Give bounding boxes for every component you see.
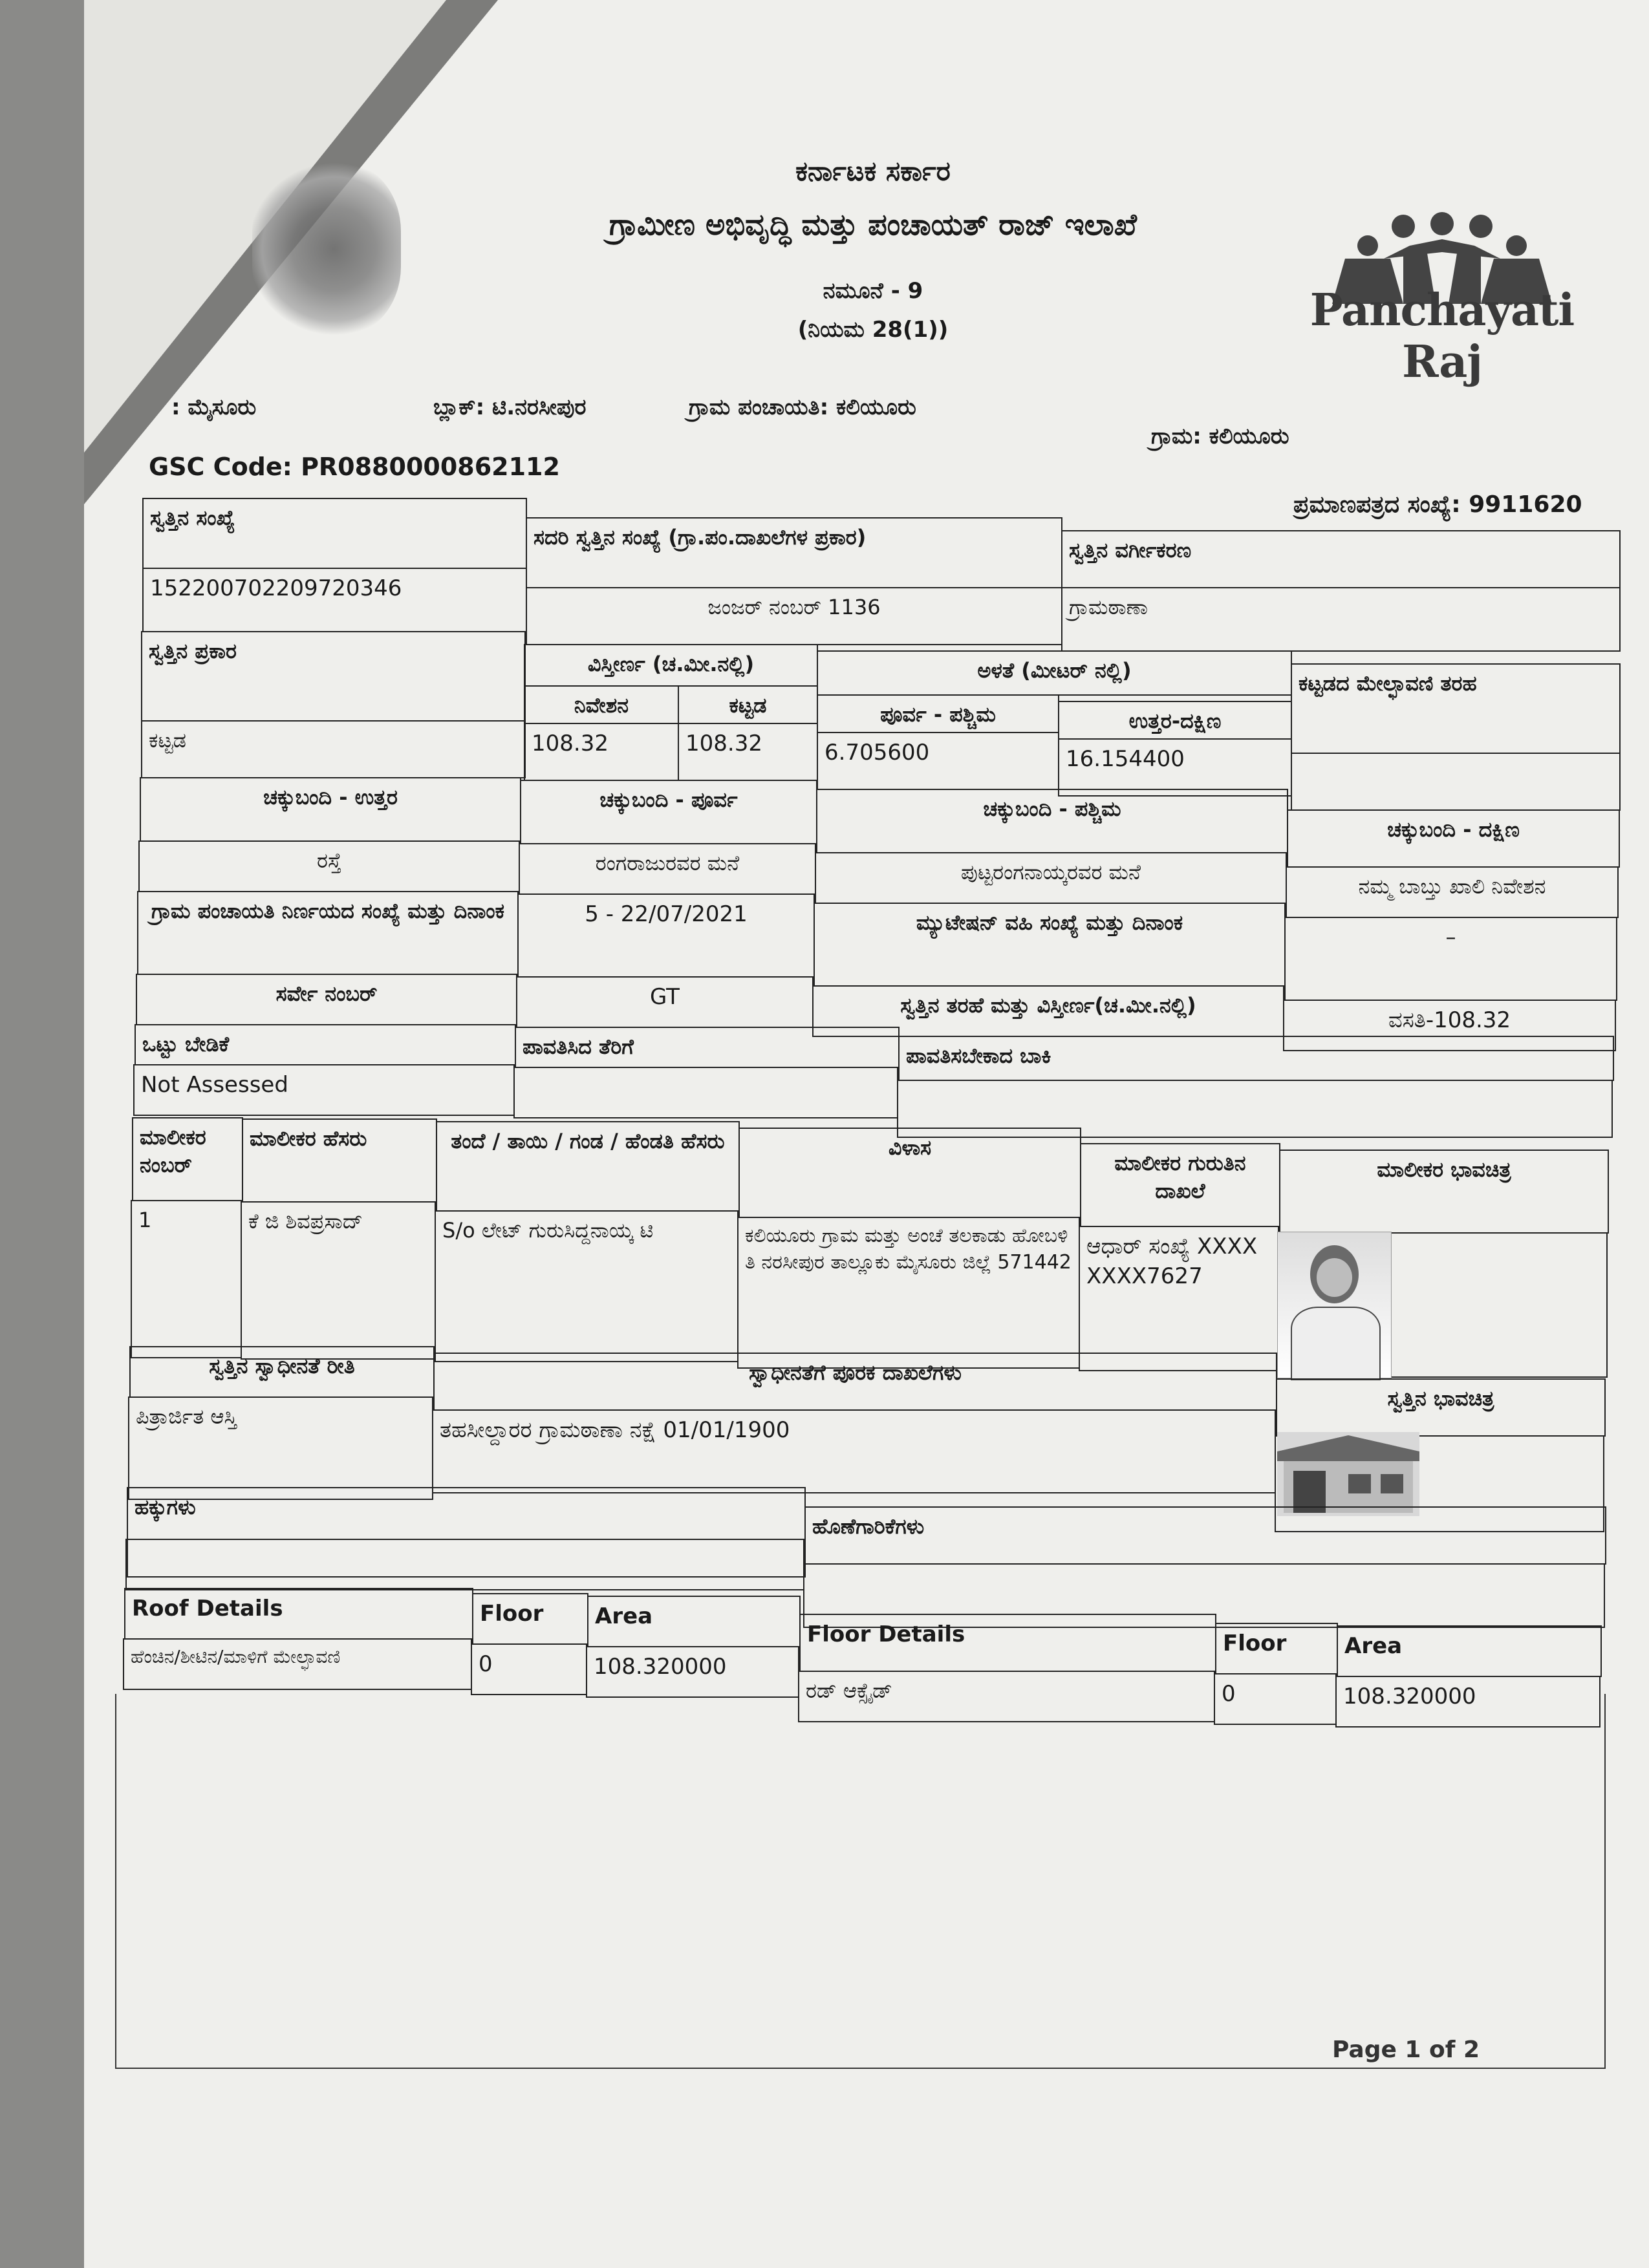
demand-value: Not Assessed [133, 1064, 515, 1116]
west-label: ಚಕ್ಕುಬಂದಿ - ಪಶ್ಚಿಮ [816, 789, 1288, 853]
owner-photo-header: ಮಾಲೀಕರ ಭಾವಚಿತ್ರ [1279, 1150, 1609, 1234]
paid-tax-label: ಪಾವತಿಸಿದ ತೆರಿಗೆ [515, 1027, 900, 1068]
gp-record-value: ಜಂಜರ್ ನಂಬರ್ 1136 [526, 587, 1062, 645]
liabilities-label: ಹೊಣೆಗಾರಿಕೆಗಳು [804, 1506, 1606, 1565]
resolution-label: ಗ್ರಾಮ ಪಂಚಾಯತಿ ನಿರ್ಣಯದ ಸಂಖ್ಯೆ ಮತ್ತು ದಿನಾಂಕ [137, 891, 519, 975]
rights-label: ಹಕ್ಕುಗಳು [127, 1487, 806, 1578]
logo-text: Panchayati Raj [1310, 284, 1575, 388]
property-type-value: ಕಟ್ಟಡ [141, 720, 526, 778]
survey-label: ಸರ್ವೇ ನಂಬರ್ [136, 974, 517, 1025]
west-value: ಪುಟ್ಟರಂಗನಾಯ್ಕರವರ ಮನೆ [815, 852, 1287, 904]
ew-label: ಪೂರ್ವ - ಪಶ್ಚಿಮ [817, 694, 1059, 733]
roof-type-value [1291, 753, 1621, 811]
owner-relation: S/o ಲೇಟ್ ಗುರುಸಿದ್ದನಾಯ್ಕ ಟಿ [435, 1210, 738, 1362]
owner-address: ಕಲಿಯೂರು ಗ್ರಾಮ ಮತ್ತು ಅಂಚೆ ತಲಕಾಡು ಹೋಬಳಿ ತಿ ನರಸೀಪುರ ತಾಲ್ಲೂಕು ಮೈಸೂರು ಜಿಲ್ಲೆ 571442 [737, 1217, 1080, 1369]
ew-value: 6.705600 [817, 732, 1059, 790]
floor-floor-header: Floor [1215, 1623, 1338, 1674]
owner-photo [1277, 1232, 1392, 1378]
form-number: ನಮೂನೆ - 9 [823, 278, 923, 304]
ownership-mode-label: ಸ್ವತ್ತಿನ ಸ್ವಾಧೀನತೆ ರೀತಿ [129, 1346, 435, 1398]
demand-label: ಒಟ್ಟು ಬೇಡಿಕೆ [135, 1024, 516, 1065]
balance-label: ಪಾವತಿಸಬೇಕಾದ ಬಾಕಿ [898, 1036, 1614, 1081]
floor-floor: 0 [1214, 1673, 1337, 1725]
survey-value: GT [516, 976, 814, 1028]
dimension-label: ಅಳತೆ (ಮೀಟರ್ ನಲ್ಲಿ) [817, 650, 1292, 696]
certificate-number: ಪ್ರಮಾಣಪತ್ರದ ಸಂಖ್ಯೆ: 9911620 [1293, 491, 1582, 518]
mutation-label: ಮ್ಯುಟೇಷನ್ ವಹಿ ಸಂಖ್ಯೆ ಮತ್ತು ದಿನಾಂಕ [814, 903, 1286, 987]
owner-number: 1 [131, 1200, 242, 1358]
classification-label: ಸ್ವತ್ತಿನ ವರ್ಗೀಕರಣ [1061, 530, 1621, 588]
dept-title: ಗ್ರಾಮೀಣ ಅಭಿವೃದ್ಧಿ ಮತ್ತು ಪಂಚಾಯತ್ ರಾಜ್ ಇಲಾಖೆ [609, 207, 1137, 242]
ownership-docs-value: ತಹಸೀಲ್ದಾರರ ಗ್ರಾಮಠಾಣಾ ನಕ್ಷೆ 01/01/1900 [432, 1409, 1276, 1493]
owner-id-doc: ಆಧಾರ್ ಸಂಖ್ಯೆ XXXXXXXX7627 [1079, 1226, 1279, 1371]
ownership-mode-value: ಪಿತ್ರಾರ್ಜಿತ ಆಸ್ತಿ [128, 1396, 433, 1500]
classification-value: ಗ್ರಾಮಠಾಣಾ [1061, 587, 1621, 652]
north-label: ಚಕ್ಕುಬಂದಿ - ಉತ್ತರ [140, 777, 521, 842]
site-label: ನಿವೇಶನ [524, 685, 679, 724]
village: ಗ್ರಾಮ: ಕಲಿಯೂರು [1151, 423, 1289, 449]
east-label: ಚಕ್ಕುಬಂದಿ - ಪೂರ್ವ [520, 780, 817, 844]
property-id-value: 152200702209720346 [142, 568, 527, 632]
south-label: ಚಕ್ಕುಬಂದಿ - ದಕ್ಷಿಣ [1287, 809, 1620, 868]
ownership-docs-label: ಸ್ವಾಧೀನತೆಗೆ ಪೂರಕ ದಾಖಲೆಗಳು [433, 1353, 1277, 1411]
page-number: Page 1 of 2 [1332, 2037, 1480, 2063]
rule-number: (ನಿಯಮ 28(1)) [797, 317, 949, 343]
site-area-value: 108.32 [524, 723, 679, 781]
prop-area-label: ಸ್ವತ್ತಿನ ತರಹೆ ಮತ್ತು ವಿಸ್ತೀರ್ಣ(ಚ.ಮೀ.ನಲ್ಲಿ) [812, 985, 1284, 1037]
roof-area-header: Area [587, 1596, 801, 1647]
property-id-label: ಸ್ವತ್ತಿನ ಸಂಖ್ಯೆ [142, 498, 527, 569]
gsc-code: GSC Code: PR0880000862112 [149, 453, 560, 481]
roof-area: 108.320000 [586, 1646, 799, 1698]
property-type-label: ಸ್ವತ್ತಿನ ಪ್ರಕಾರ [141, 631, 526, 722]
rights-value [125, 1539, 804, 1590]
resolution-value: 5 - 22/07/2021 [517, 893, 815, 978]
property-photo [1277, 1432, 1419, 1516]
gram-panchayat: ಗ್ರಾಮ ಪಂಚಾಯತಿ: ಕಲಿಯೂರು [689, 394, 916, 420]
floor-area-header: Area [1337, 1625, 1602, 1677]
ns-label: ಉತ್ತರ-ದಕ್ಷಿಣ [1058, 701, 1292, 740]
roof-type: ಹೆಂಚಿನ/ಶೀಟಿನ/ಮಾಳಿಗೆ ಮೇಲ್ಛಾವಣಿ [123, 1638, 472, 1690]
building-area-value: 108.32 [678, 723, 818, 781]
south-value: ನಮ್ಮ ಬಾಬ್ತು ಖಾಲಿ ನಿವೇಶನ [1286, 866, 1619, 918]
floor-area: 108.320000 [1335, 1676, 1600, 1728]
building-label: ಕಟ್ಟಡ [678, 685, 818, 724]
north-value: ರಸ್ತೆ [138, 840, 520, 892]
paid-tax-value [513, 1067, 898, 1118]
east-value: ರಂಗರಾಜುರವರ ಮನೆ [519, 843, 816, 895]
district: : ಮೈಸೂರು [171, 394, 257, 420]
id-doc-header: ಮಾಲೀಕರ ಗುರುತಿನ ದಾಖಲೆ [1080, 1143, 1280, 1227]
owner-name: ಕೆ ಜಿ ಶಿವಪ್ರಸಾದ್ [241, 1201, 436, 1360]
mutation-value: – [1284, 917, 1617, 1001]
roof-floor-header: Floor [472, 1593, 588, 1645]
relation-header: ತಂದೆ / ತಾಯಿ / ಗಂಡ / ಹೆಂಡತಿ ಹೆಸರು [436, 1121, 740, 1212]
gov-title: ಕರ್ನಾಟಕ ಸರ್ಕಾರ [795, 155, 951, 187]
roof-title: Roof Details [124, 1588, 473, 1640]
prop-area-value: ವಸತಿ-108.32 [1283, 1000, 1616, 1051]
government-seal [252, 162, 401, 336]
page-frame [115, 1694, 1606, 2069]
owner-number-header: ಮಾಲೀಕರ ನಂಬರ್ [132, 1117, 243, 1201]
owner-name-header: ಮಾಲೀಕರ ಹೆಸರು [242, 1118, 437, 1203]
area-label: ವಿಸ್ತೀರ್ಣ (ಚ.ಮೀ.ನಲ್ಲಿ) [524, 644, 818, 687]
gp-record-label: ಸದರಿ ಸ್ವತ್ತಿನ ಸಂಖ್ಯೆ (ಗ್ರಾ.ಪಂ.ದಾಖಲೆಗಳ ಪ್ರಕಾರ) [526, 517, 1062, 588]
roof-floor: 0 [471, 1643, 587, 1695]
floor-title: Floor Details [799, 1614, 1216, 1672]
property-photo-label: ಸ್ವತ್ತಿನ ಭಾವಚಿತ್ರ [1276, 1378, 1606, 1437]
floor-type: ರಡ್ ಆಕ್ಸೈಡ್ [798, 1671, 1215, 1722]
ns-value: 16.154400 [1058, 738, 1292, 797]
address-header: ವಿಳಾಸ [738, 1128, 1081, 1218]
block: ಬ್ಲಾಕ್: ಟಿ.ನರಸೀಪುರ [433, 394, 587, 420]
roof-type-label: ಕಟ್ಟಡದ ಮೇಲ್ಛಾವಣಿ ತರಹ [1291, 663, 1621, 754]
